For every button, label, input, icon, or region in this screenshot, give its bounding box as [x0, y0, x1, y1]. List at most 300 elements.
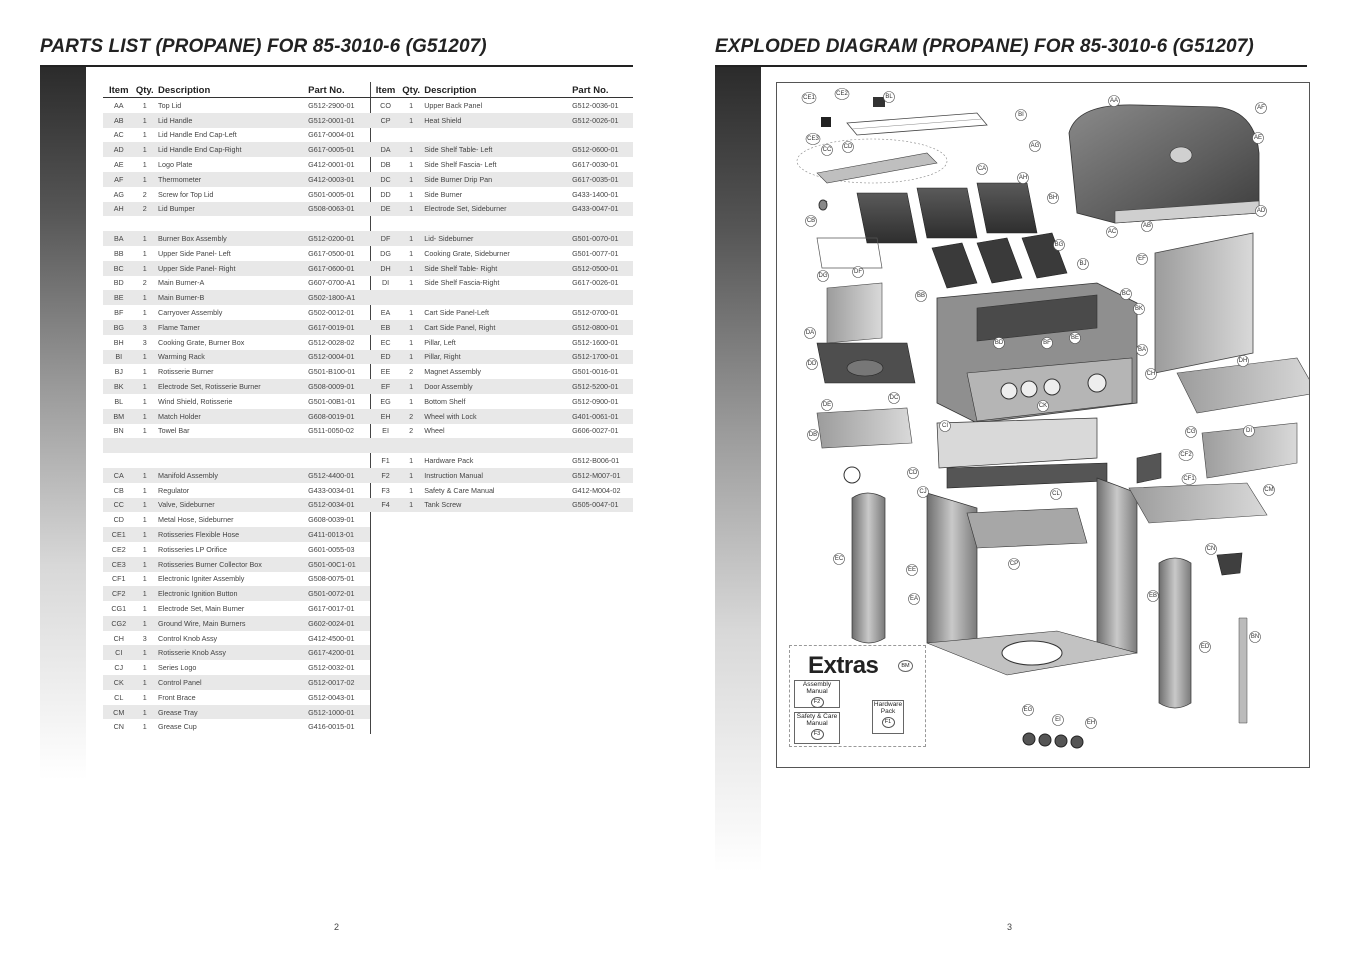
- part-description: Upper Side Panel- Left: [158, 248, 231, 258]
- part-qty: 2: [142, 278, 147, 288]
- callout-bubble: [1030, 141, 1041, 152]
- part-qty: 1: [142, 293, 147, 303]
- callout-bubble: [1256, 206, 1267, 217]
- callout-label: DI: [1246, 428, 1252, 434]
- part-number: G512-B006-01: [572, 456, 620, 466]
- part-item-code: BC: [113, 263, 124, 273]
- part-item-code: CF2: [111, 589, 126, 599]
- part-item-code: CK: [113, 677, 124, 687]
- callout-bubble: [1206, 544, 1217, 555]
- callout-label: EG: [1023, 707, 1033, 713]
- parts-table-header: [103, 82, 370, 98]
- callout-bubble: [1121, 289, 1132, 300]
- part-qty: 1: [409, 337, 414, 347]
- callout-bubble: [1070, 333, 1081, 344]
- table-row: [103, 572, 370, 587]
- callout-label: DD: [807, 361, 817, 367]
- part-item-code: CG1: [111, 603, 127, 613]
- part-description: Side Shelf Table- Left: [424, 145, 493, 155]
- callout-label: BB: [916, 293, 926, 299]
- part-description: Series Logo: [158, 663, 197, 673]
- part-qty: 1: [142, 160, 147, 170]
- callout-label: CJ: [919, 489, 927, 495]
- table-row: [370, 128, 633, 143]
- part-number: G412-4500-01: [308, 633, 355, 643]
- callout-bubble: [1137, 345, 1148, 356]
- part-number: G617-4200-01: [308, 648, 355, 658]
- part-number: G512-0028-02: [308, 337, 355, 347]
- table-row: [370, 379, 633, 394]
- table-row: [370, 320, 633, 335]
- assembly-manual-item: [794, 680, 840, 708]
- part-number: G512-0032-01: [308, 663, 355, 673]
- part-item-code: DD: [380, 189, 391, 199]
- table-row: [370, 438, 633, 453]
- part-qty: 1: [142, 367, 147, 377]
- part-item-code: CI: [115, 648, 123, 658]
- table-row: [103, 690, 370, 705]
- part-item-code: DG: [380, 248, 391, 258]
- part-qty: 1: [142, 248, 147, 258]
- part-item-code: BJ: [114, 367, 123, 377]
- callout-label: DG: [818, 273, 828, 279]
- part-description: Top Lid: [158, 100, 182, 110]
- callout-label: CF2: [1180, 452, 1192, 458]
- part-description: Electrode Set, Main Burner: [158, 603, 245, 613]
- callout-bubble: [1200, 642, 1211, 653]
- part-description: Electrode Set, Sideburner: [424, 204, 507, 214]
- part-number: G512-0800-01: [572, 322, 619, 332]
- part-description: Bottom Shelf: [424, 396, 466, 406]
- callout-label: CE3: [807, 136, 819, 142]
- table-row: [103, 231, 370, 246]
- header-qty: Qty.: [402, 85, 421, 96]
- callout-label: CP: [1009, 561, 1019, 567]
- table-row: [370, 498, 633, 513]
- part-description: Manifold Assembly: [158, 470, 218, 480]
- callout-label: BL: [885, 94, 893, 100]
- table-row: [370, 98, 633, 113]
- part-description: Main Burner-B: [158, 293, 205, 303]
- callout-label: CL: [1052, 491, 1060, 497]
- part-description: Pillar, Left: [424, 337, 456, 347]
- callout-bubble: [805, 328, 816, 339]
- part-item-code: BL: [114, 396, 124, 406]
- part-description: Upper Side Panel- Right: [158, 263, 236, 273]
- callout-label: CB: [806, 218, 816, 224]
- callout-bubble: [1038, 401, 1049, 412]
- callout-bubble: [822, 400, 833, 411]
- table-row: [370, 142, 633, 157]
- right-side-shelf: [1137, 358, 1309, 483]
- callout-bubble: [1253, 133, 1264, 144]
- part-qty: 1: [142, 574, 147, 584]
- part-number: G501-00C1-01: [308, 559, 356, 569]
- callout-label: DB: [808, 432, 818, 438]
- part-description: Electronic Igniter Assembly: [158, 574, 245, 584]
- callout-bubble: [908, 468, 919, 479]
- part-number: G512-2900-01: [308, 100, 355, 110]
- side-strip-left: [40, 67, 86, 780]
- callout-label: CN: [1206, 546, 1216, 552]
- table-row: [370, 172, 633, 187]
- part-number: G617-0035-01: [572, 174, 619, 184]
- page-number-right: 3: [1007, 922, 1013, 932]
- part-number: G617-0005-01: [308, 145, 355, 155]
- callout-bubble: [907, 565, 918, 576]
- part-item-code: AD: [113, 145, 124, 155]
- part-qty: 1: [409, 456, 414, 466]
- callout-label: CH: [1146, 371, 1156, 377]
- part-description: Electronic Ignition Button: [158, 589, 238, 599]
- callout-label: BG: [1054, 242, 1064, 248]
- header-qty: Qty.: [135, 85, 154, 96]
- part-number: G512-0036-01: [572, 100, 619, 110]
- part-number: G501-0077-01: [572, 248, 619, 258]
- part-qty: 1: [142, 618, 147, 628]
- part-item-code: BD: [113, 278, 124, 288]
- table-row: [370, 335, 633, 350]
- part-qty: 1: [142, 500, 147, 510]
- part-item-code: F1: [381, 456, 390, 466]
- table-row: [103, 202, 370, 217]
- part-number: G617-0017-01: [308, 603, 355, 613]
- table-row: [103, 364, 370, 379]
- table-row: [103, 142, 370, 157]
- callout-bubble: [853, 267, 864, 278]
- part-qty: 1: [142, 485, 147, 495]
- part-number: G502-1800-A1: [308, 293, 356, 303]
- part-number: G602-0024-01: [308, 618, 355, 628]
- part-item-code: EF: [380, 382, 391, 392]
- table-row: [103, 631, 370, 646]
- table-row: [103, 616, 370, 631]
- part-description: Rotisseries Flexible Hose: [158, 530, 240, 539]
- part-number: G512-0500-01: [572, 263, 619, 273]
- parts-list-title: PARTS LIST (PROPANE) FOR 85-3010-6 (G51207): [40, 36, 487, 57]
- table-row: [103, 98, 370, 113]
- part-item-code: CO: [380, 100, 391, 110]
- callout-bubble: [1078, 259, 1089, 270]
- part-item-code: BH: [113, 337, 124, 347]
- callout-bubble: [1109, 96, 1120, 107]
- part-description: Match Holder: [158, 411, 201, 421]
- header-description: Description: [424, 85, 477, 96]
- part-qty: 1: [409, 500, 414, 510]
- callout-label: AH: [1018, 175, 1028, 181]
- part-description: Lid Handle End Cap-Right: [158, 145, 242, 155]
- part-item-code: DF: [380, 234, 391, 244]
- part-item-code: EH: [380, 411, 391, 421]
- callout-bubble: [1016, 110, 1027, 121]
- table-row: [103, 542, 370, 557]
- table-row: [370, 483, 633, 498]
- table-row: [103, 350, 370, 365]
- table-row: [103, 172, 370, 187]
- callout-bubble: [977, 164, 988, 175]
- part-qty: 1: [142, 145, 147, 155]
- part-qty: 1: [409, 485, 414, 495]
- callout-bubble: [818, 271, 829, 282]
- part-item-code: BA: [113, 234, 124, 244]
- part-number: G608-0039-01: [308, 515, 355, 525]
- cooking-grates: [857, 183, 1037, 243]
- part-number: G416-0015-01: [308, 722, 355, 732]
- callout-bubble: [1134, 304, 1145, 315]
- part-qty: 1: [409, 145, 414, 155]
- part-qty: 1: [142, 411, 147, 421]
- part-item-code: CE3: [111, 559, 126, 569]
- part-item-code: AF: [114, 174, 124, 184]
- part-item-code: EC: [380, 337, 391, 347]
- part-qty: 1: [142, 663, 147, 673]
- part-qty: 1: [142, 707, 147, 717]
- table-row: [103, 128, 370, 143]
- callout-bubble: [808, 430, 819, 441]
- callout-bubble: [1009, 559, 1020, 570]
- table-row: [103, 645, 370, 660]
- part-description: Rotisseries Burner Collector Box: [158, 559, 262, 569]
- part-qty: 2: [409, 411, 414, 421]
- part-qty: 1: [409, 382, 414, 392]
- part-item-code: CL: [114, 692, 124, 702]
- part-description: Electrode Set, Rotisserie Burner: [158, 382, 261, 392]
- part-number: G411-0013-01: [308, 530, 354, 539]
- part-item-code: AB: [113, 115, 124, 125]
- callout-label: CI: [942, 423, 948, 429]
- header-part-no: Part No.: [308, 85, 345, 96]
- part-description: Tank Screw: [424, 500, 462, 510]
- part-qty: 2: [142, 204, 147, 214]
- table-row: [370, 364, 633, 379]
- callout-label: EE: [907, 567, 917, 573]
- part-description: Cart Side Panel-Left: [424, 308, 489, 318]
- part-description: Lid- Sideburner: [424, 234, 474, 244]
- part-item-code: DH: [380, 263, 391, 273]
- callout-bubble: [834, 554, 845, 565]
- part-qty: 1: [142, 603, 147, 613]
- table-row: [103, 113, 370, 128]
- part-number: G501-0070-01: [572, 234, 619, 244]
- callout-bubble: [1148, 591, 1159, 602]
- callout-bubble: [1054, 240, 1065, 251]
- callout-label: EF: [1138, 256, 1146, 262]
- part-number: G502-0012-01: [308, 308, 355, 318]
- part-number: G512-0600-01: [572, 145, 619, 155]
- table-row: [103, 719, 370, 734]
- part-number: G412-M004-02: [572, 485, 621, 495]
- part-qty: 1: [409, 234, 414, 244]
- table-row: [103, 527, 370, 542]
- part-qty: 1: [142, 677, 147, 687]
- part-number: G412-0001-01: [308, 160, 355, 170]
- callout-label: BA: [1137, 347, 1147, 353]
- assembly-manual-label: Assembly Manual: [802, 681, 832, 696]
- callout-bubble: [806, 216, 817, 227]
- part-description: Wheel with Lock: [424, 411, 477, 421]
- callout-bubble: [807, 359, 818, 370]
- part-item-code: AA: [113, 100, 124, 110]
- part-description: Pillar, Right: [424, 352, 461, 362]
- callout-bubble: [835, 89, 849, 100]
- part-number: G617-0600-01: [308, 263, 355, 273]
- callout-label: CE1: [803, 95, 815, 101]
- callout-bubble: [1051, 489, 1062, 500]
- part-description: Rotisserie Burner: [158, 367, 214, 377]
- callout-bubble: [1264, 485, 1275, 496]
- door-panel: [1155, 233, 1253, 373]
- callout-bubble: [940, 421, 951, 432]
- part-number: G412-0003-01: [308, 174, 355, 184]
- part-number: G501-B100-01: [308, 367, 356, 377]
- table-row: [370, 453, 633, 468]
- part-description: Cooking Grate, Burner Box: [158, 337, 245, 347]
- callout-label: CD: [843, 144, 853, 150]
- part-item-code: DE: [380, 204, 391, 214]
- part-description: Flame Tamer: [158, 322, 200, 332]
- table-row: [103, 261, 370, 276]
- part-item-code: BE: [113, 293, 124, 303]
- part-item-code: CM: [113, 707, 125, 717]
- hardware-pack-label: Hardware Pack: [873, 701, 903, 716]
- table-row: [103, 705, 370, 720]
- part-item-code: CE1: [111, 530, 126, 539]
- part-description: Side Burner: [424, 189, 463, 199]
- table-row: [370, 187, 633, 202]
- callout-bubble: [1244, 426, 1255, 437]
- part-item-code: CA: [113, 470, 124, 480]
- part-number: G617-0004-01: [308, 130, 355, 140]
- exploded-diagram-title: EXPLODED DIAGRAM (PROPANE) FOR 85-3010-6 (G51207): [715, 36, 1254, 57]
- flame-tamers: [932, 233, 1067, 288]
- part-item-code: CP: [380, 115, 391, 125]
- part-number: G512-5200-01: [572, 382, 619, 392]
- part-qty: 1: [142, 382, 147, 392]
- parts-table-col-1: [103, 82, 371, 734]
- part-description: Control Knob Assy: [158, 633, 218, 643]
- callout-label: AF: [1257, 105, 1265, 111]
- part-description: Heat Shield: [424, 115, 462, 125]
- assembly-manual-code: F2: [811, 697, 824, 708]
- part-item-code: EI: [382, 426, 389, 436]
- table-row: [103, 335, 370, 350]
- table-row: [103, 557, 370, 572]
- part-item-code: CD: [113, 515, 124, 525]
- part-description: Lid Handle: [158, 115, 193, 125]
- callout-label: DH: [1238, 358, 1248, 364]
- part-qty: 1: [409, 352, 414, 362]
- part-description: Valve, Sideburner: [158, 500, 215, 510]
- warming-rack: [847, 113, 987, 135]
- part-item-code: CG2: [111, 618, 127, 628]
- part-qty: 3: [142, 322, 147, 332]
- callout-label: ED: [1200, 644, 1210, 650]
- table-row: [103, 320, 370, 335]
- part-number: G512-0004-01: [308, 352, 355, 362]
- callout-label: BK: [1134, 306, 1144, 312]
- side-burner-assembly: [817, 238, 915, 448]
- part-number: G512-0900-01: [572, 396, 619, 406]
- part-description: Cooking Grate, Sideburner: [424, 248, 510, 258]
- part-description: Side Shelf Fascia- Left: [424, 160, 497, 170]
- header-item: Item: [108, 85, 129, 96]
- part-qty: 1: [142, 722, 147, 732]
- parts-table-body: [370, 98, 633, 512]
- callout-bubble: [884, 92, 895, 103]
- callout-label: EI: [1055, 717, 1061, 723]
- callout-label: BD: [994, 340, 1004, 346]
- callout-label: AA: [1109, 98, 1119, 104]
- table-row: [103, 290, 370, 305]
- header-item: Item: [375, 85, 396, 96]
- part-number: G512-M007-01: [572, 470, 621, 480]
- exploded-diagram: [776, 82, 1310, 768]
- part-description: Main Burner-A: [158, 278, 205, 288]
- part-number: G501-00B1-01: [308, 396, 356, 406]
- part-qty: 1: [409, 100, 414, 110]
- part-number: G512-0026-01: [572, 115, 619, 125]
- part-item-code: BM: [113, 411, 125, 421]
- callout-bubble: [1048, 193, 1059, 204]
- part-qty: 1: [142, 515, 147, 525]
- table-row: [370, 409, 633, 424]
- part-qty: 1: [142, 234, 147, 244]
- callout-label: CG: [1186, 429, 1196, 435]
- callout-bubble: [918, 487, 929, 498]
- table-row: [370, 261, 633, 276]
- callout-label: BN: [1250, 634, 1260, 640]
- callout-bubble: [1179, 450, 1193, 461]
- callout-bubble: [1142, 221, 1153, 232]
- safety-manual-item: [794, 712, 840, 744]
- part-description: Wheel: [424, 426, 445, 436]
- parts-table-header: [370, 82, 633, 98]
- part-number: G617-0500-01: [308, 248, 355, 258]
- part-description: Screw for Top Lid: [158, 189, 214, 199]
- part-qty: 1: [409, 189, 414, 199]
- part-qty: 1: [142, 263, 147, 273]
- part-description: Lid Bumper: [158, 204, 195, 214]
- callout-bubble: [1086, 718, 1097, 729]
- callout-bubble: [1256, 103, 1267, 114]
- callout-label: AE: [1253, 135, 1263, 141]
- table-row: [103, 246, 370, 261]
- part-qty: 1: [409, 174, 414, 184]
- part-number: G512-1700-01: [572, 352, 619, 362]
- part-description: Side Shelf Fascia-Right: [424, 278, 500, 288]
- table-row: [370, 216, 633, 231]
- parts-table-col-2: [370, 82, 633, 512]
- match-holder-code: BM: [898, 660, 913, 672]
- callout-label: AC: [1107, 229, 1117, 235]
- part-item-code: DI: [381, 278, 390, 288]
- callout-label: AB: [1142, 223, 1152, 229]
- table-row: [103, 157, 370, 172]
- callout-label: BE: [1070, 335, 1080, 341]
- part-qty: 1: [142, 692, 147, 702]
- part-number: G501-0072-01: [308, 589, 355, 599]
- callout-label: EB: [1148, 593, 1158, 599]
- part-item-code: CN: [113, 722, 124, 732]
- part-number: G617-0019-01: [308, 322, 355, 332]
- part-item-code: CC: [113, 500, 124, 510]
- part-qty: 1: [409, 115, 414, 125]
- title-rule-left: [40, 65, 633, 67]
- callout-label: EC: [834, 556, 844, 562]
- part-number: G512-0200-01: [308, 234, 355, 244]
- callout-bubble: [1042, 338, 1053, 349]
- callout-bubble: [1238, 356, 1249, 367]
